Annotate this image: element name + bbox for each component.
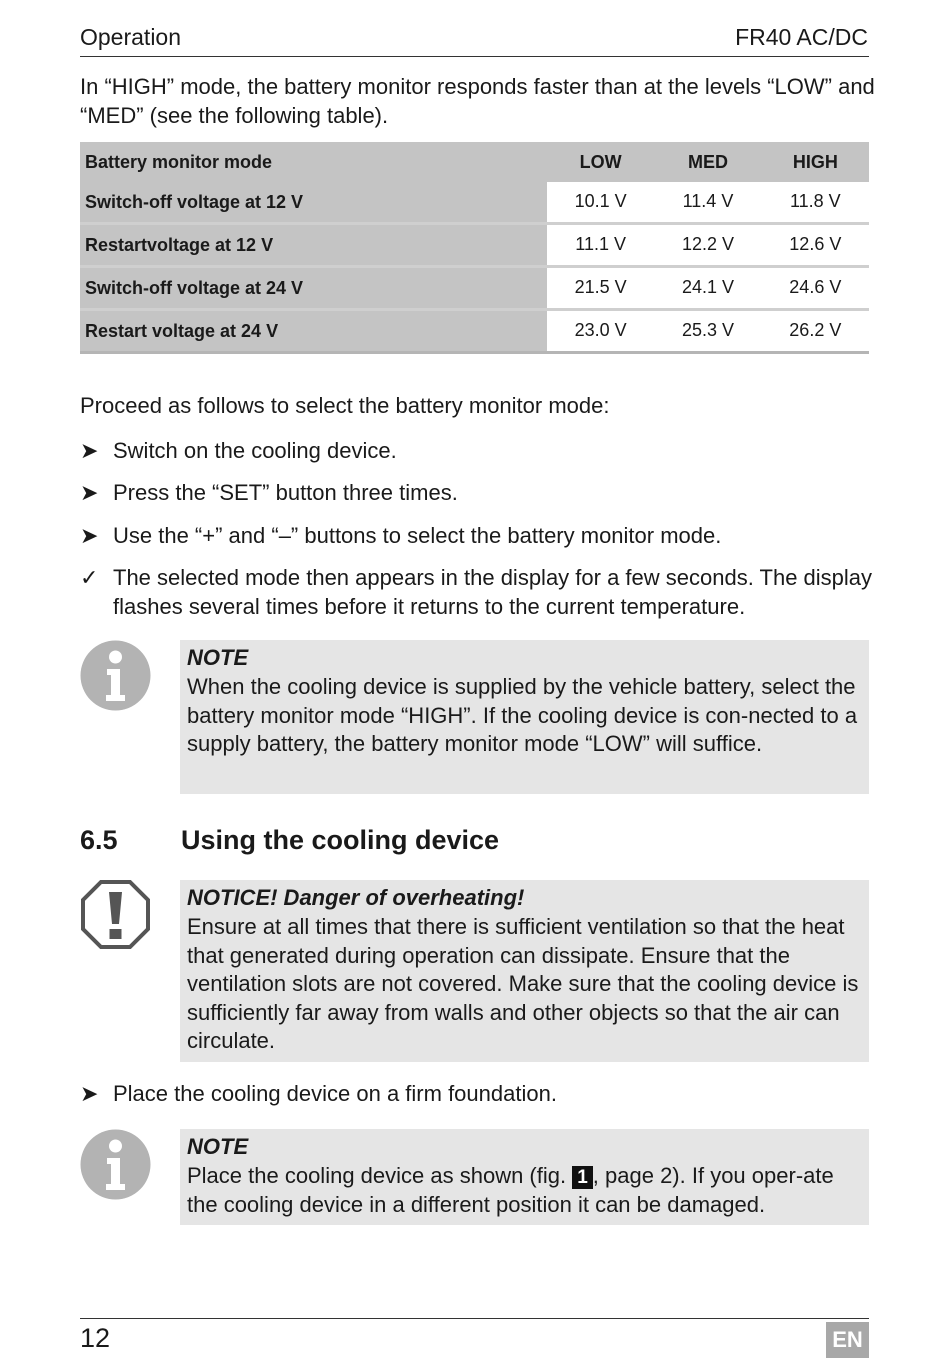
cell-med: 25.3 V bbox=[654, 310, 761, 353]
header-model: FR40 AC/DC bbox=[735, 24, 868, 50]
cell-high: 24.6 V bbox=[762, 267, 869, 310]
section-title: Using the cooling device bbox=[181, 825, 500, 855]
arrow-icon: ➤ bbox=[80, 1081, 99, 1106]
footer-rule bbox=[80, 1318, 869, 1319]
procedure-intro: Proceed as follows to select the battery monitor mode: bbox=[80, 393, 610, 418]
step-text: Place the cooling device on a firm foundation. bbox=[113, 1081, 557, 1106]
language-badge: EN bbox=[826, 1322, 869, 1358]
result-text: The selected mode then appears in the display for a few seconds. The display flashes several times before it returns to the current temperature. bbox=[113, 565, 873, 619]
arrow-icon: ➤ bbox=[80, 438, 99, 463]
table-header-med: MED bbox=[654, 142, 761, 182]
note-body-start: Place the cooling device as shown (fig. bbox=[187, 1163, 573, 1188]
cell-high: 11.8 V bbox=[762, 182, 869, 224]
note-title: NOTE bbox=[187, 1134, 249, 1159]
header-section: Operation bbox=[80, 24, 182, 50]
step-text: Use the “+” and “–” buttons to select the battery monitor mode. bbox=[113, 523, 722, 548]
row-label: Restartvoltage at 12 V bbox=[80, 224, 547, 267]
section-number: 6.5 bbox=[80, 825, 118, 855]
cell-low: 21.5 V bbox=[547, 267, 654, 310]
table-header-low: LOW bbox=[547, 142, 654, 182]
table-row bbox=[80, 182, 869, 224]
table-row bbox=[80, 267, 869, 310]
cell-high: 26.2 V bbox=[762, 310, 869, 353]
cell-high: 12.6 V bbox=[762, 224, 869, 267]
info-icon bbox=[80, 640, 151, 711]
row-label: Restart voltage at 24 V bbox=[80, 310, 547, 353]
warning-icon bbox=[80, 879, 151, 950]
notice-title: NOTICE! Danger of overheating! bbox=[187, 885, 525, 910]
intro-paragraph: In “HIGH” mode, the battery monitor responds faster than at the levels “LOW” and “MED” (see the following table). bbox=[80, 74, 875, 128]
cell-med: 12.2 V bbox=[654, 224, 761, 267]
note-body bbox=[187, 1162, 863, 1219]
table-row bbox=[80, 224, 869, 267]
table-header-row bbox=[80, 142, 869, 182]
arrow-icon: ➤ bbox=[80, 523, 99, 548]
step-text: Switch on the cooling device. bbox=[113, 438, 397, 463]
row-label: Switch-off voltage at 12 V bbox=[80, 182, 547, 224]
step-text: Press the “SET” button three times. bbox=[113, 480, 458, 505]
cell-low: 23.0 V bbox=[547, 310, 654, 353]
info-icon bbox=[80, 1129, 151, 1200]
table-row bbox=[80, 310, 869, 353]
arrow-icon: ➤ bbox=[80, 480, 99, 505]
header-rule bbox=[80, 56, 869, 57]
figure-ref: 1 bbox=[572, 1166, 593, 1189]
note-title: NOTE bbox=[187, 645, 249, 670]
note-body-end: , page 2). If you oper-ate the cooling device in a different position it can be damaged. bbox=[187, 1163, 834, 1217]
battery-monitor-table bbox=[80, 142, 869, 354]
cell-low: 11.1 V bbox=[547, 224, 654, 267]
page-number: 12 bbox=[80, 1323, 111, 1353]
checkmark-icon: ✓ bbox=[80, 565, 99, 590]
cell-low: 10.1 V bbox=[547, 182, 654, 224]
table-header-label: Battery monitor mode bbox=[80, 142, 547, 182]
notice-body: Ensure at all times that there is sufficient ventilation so that the heat that generated during operation can dissipate. Ensure that the ventilation slots are not covered. Make sure that the cooling device is sufficiently far away from walls and other objects so that the air can circulate. bbox=[187, 914, 859, 1053]
table-header-high: HIGH bbox=[762, 142, 869, 182]
note-box bbox=[180, 640, 869, 794]
note-box bbox=[180, 1129, 869, 1225]
row-label: Switch-off voltage at 24 V bbox=[80, 267, 547, 310]
note-body: When the cooling device is supplied by the vehicle battery, select the battery monitor mode “HIGH”. If the cooling device is con-nected to a supply battery, the battery monitor mode “LOW” will suffice. bbox=[187, 674, 858, 756]
cell-med: 24.1 V bbox=[654, 267, 761, 310]
notice-box bbox=[180, 880, 869, 1062]
cell-med: 11.4 V bbox=[654, 182, 761, 224]
